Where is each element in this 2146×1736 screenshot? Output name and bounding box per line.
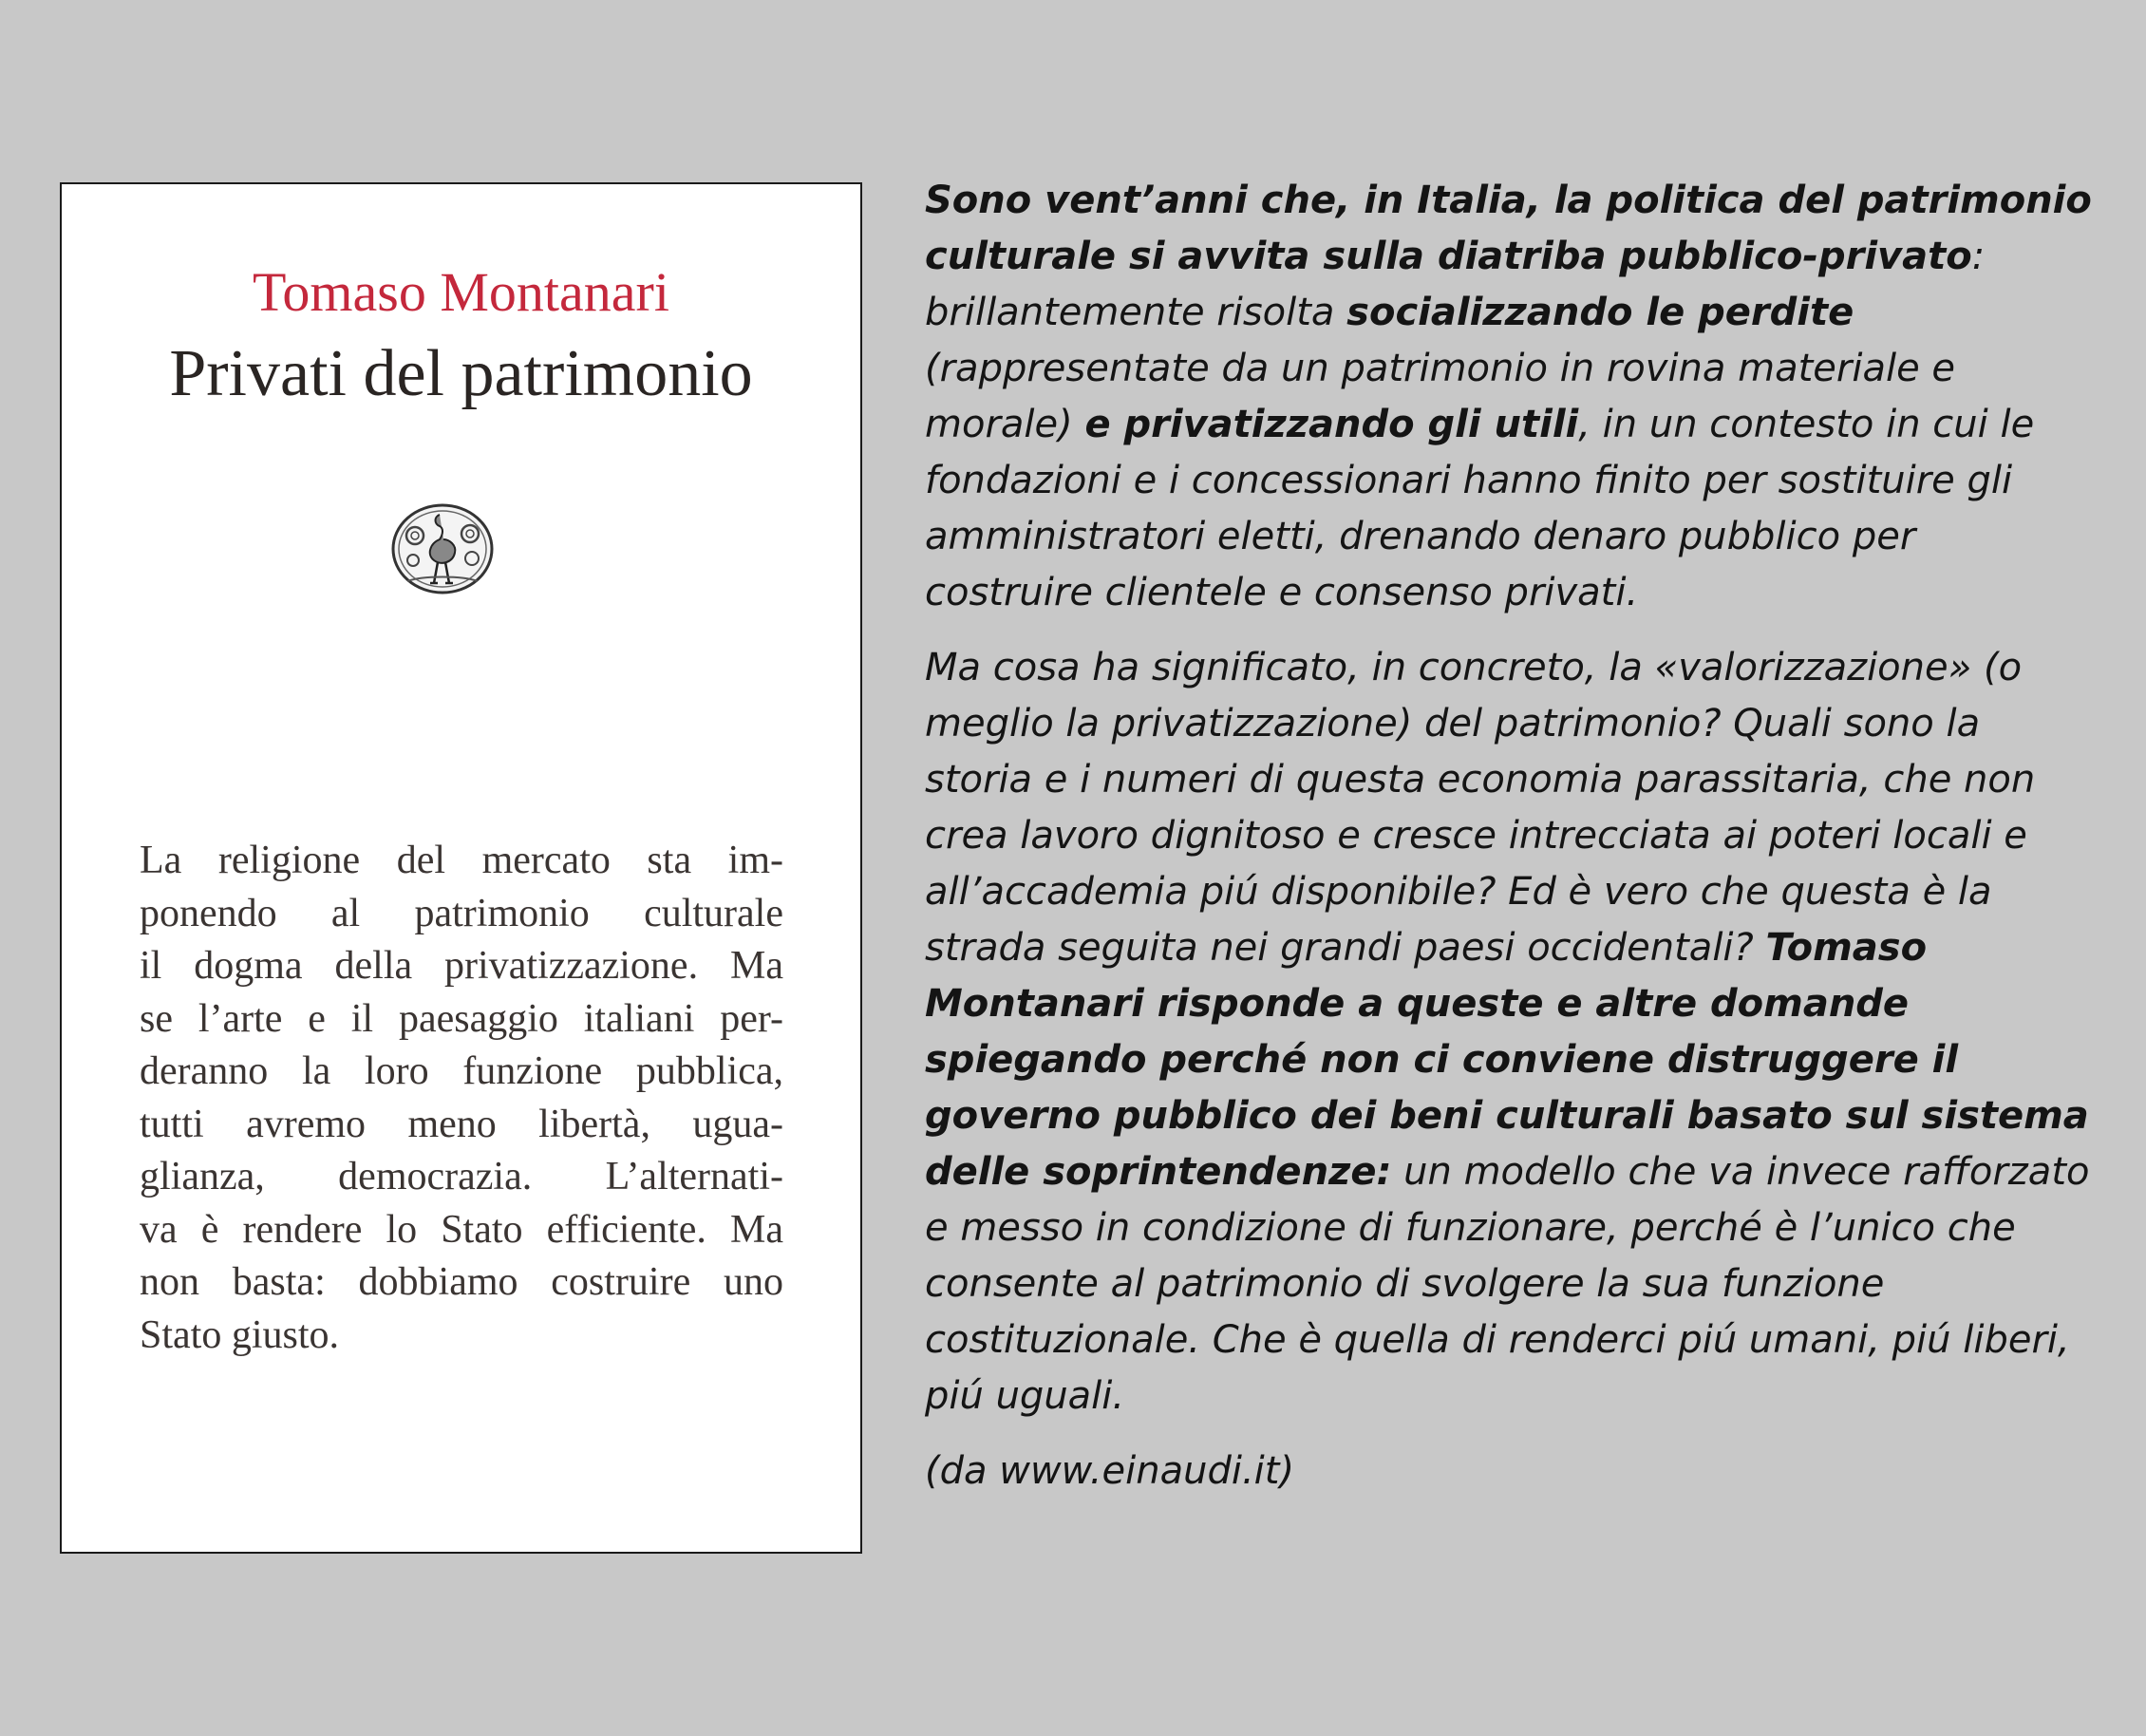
description-text: Ma cosa ha significato, in concreto, la «valorizzazione» (o meglio la privatizzazione) del patrimonio? Quali sono la storia e i numeri di questa economia parassitaria, che non crea lavoro dignitoso e cresce intrecciata ai poteri locali e all’accademia piú disponibile? Ed è vero che questa è la strada seguita nei grandi paesi occidentali?	[925, 646, 2036, 970]
cover-blurb-line: non basta: dobbiamo costruire uno	[140, 1260, 783, 1304]
description-bold-text: Sono vent’anni che, in Italia, la politica del patrimonio culturale si avvita sulla diatriba pubblico-privato	[925, 179, 2092, 278]
book-cover	[60, 182, 862, 1554]
cover-blurb-line: va è rendere lo Stato efficiente. Ma	[140, 1207, 783, 1252]
cover-blurb-line: deranno la loro funzione pubblica,	[140, 1049, 783, 1093]
cover-blurb-line: La religione del mercato sta im-	[140, 839, 783, 882]
book-description	[925, 173, 2093, 1519]
description-paragraph-2	[925, 640, 2093, 1425]
cover-blurb-line: il dogma della privatizzazione. Ma	[140, 944, 783, 988]
cover-blurb-line: ponendo al patrimonio culturale	[140, 891, 783, 935]
cover-title: Privati del patrimonio	[169, 337, 753, 410]
description-text: : brillantemente risolta	[925, 235, 1986, 334]
cover-author: Tomaso Montanari	[253, 261, 669, 323]
cover-blurb-line: glianza, democrazia. L’alternati-	[140, 1155, 783, 1198]
description-bold-text: socializzando le perdite	[1346, 291, 1854, 334]
description-text: (rappresentate da un patrimonio in rovina materiale e morale)	[925, 347, 1956, 446]
cover-blurb-line: Stato giusto.	[140, 1312, 340, 1357]
description-bold-text: Tomaso Montanari risponde a queste e altre domande spiegando perché non ci conviene distruggere il governo pubblico dei beni culturali basato sul sistema delle soprintendenze:	[925, 926, 2089, 1194]
cover-blurb-line: tutti avremo meno libertà, ugua-	[140, 1102, 783, 1146]
description-text: , in un contesto in cui le fondazioni e i concessionari hanno finito per sostituire gli amministratori eletti, drenando denaro pubblico per costruire clientele e consenso privati.	[925, 403, 2035, 614]
description-text: un modello che va invece rafforzato e messo in condizione di funzionare, perché è l’unico che consente al patrimonio di svolgere la sua funzione costituzionale. Che è quella di renderci piú umani, piú liberi, piú uguali.	[925, 1150, 2090, 1418]
cover-blurb-line: se l’arte e il paesaggio italiani per-	[140, 996, 783, 1041]
ostrich-emblem-icon	[390, 496, 495, 600]
description-paragraph-1	[925, 173, 2093, 621]
source-note: (da www.einaudi.it)	[925, 1449, 1295, 1493]
cover-blurb	[140, 835, 783, 1362]
description-bold-text: e privatizzando gli utili	[1084, 403, 1579, 446]
